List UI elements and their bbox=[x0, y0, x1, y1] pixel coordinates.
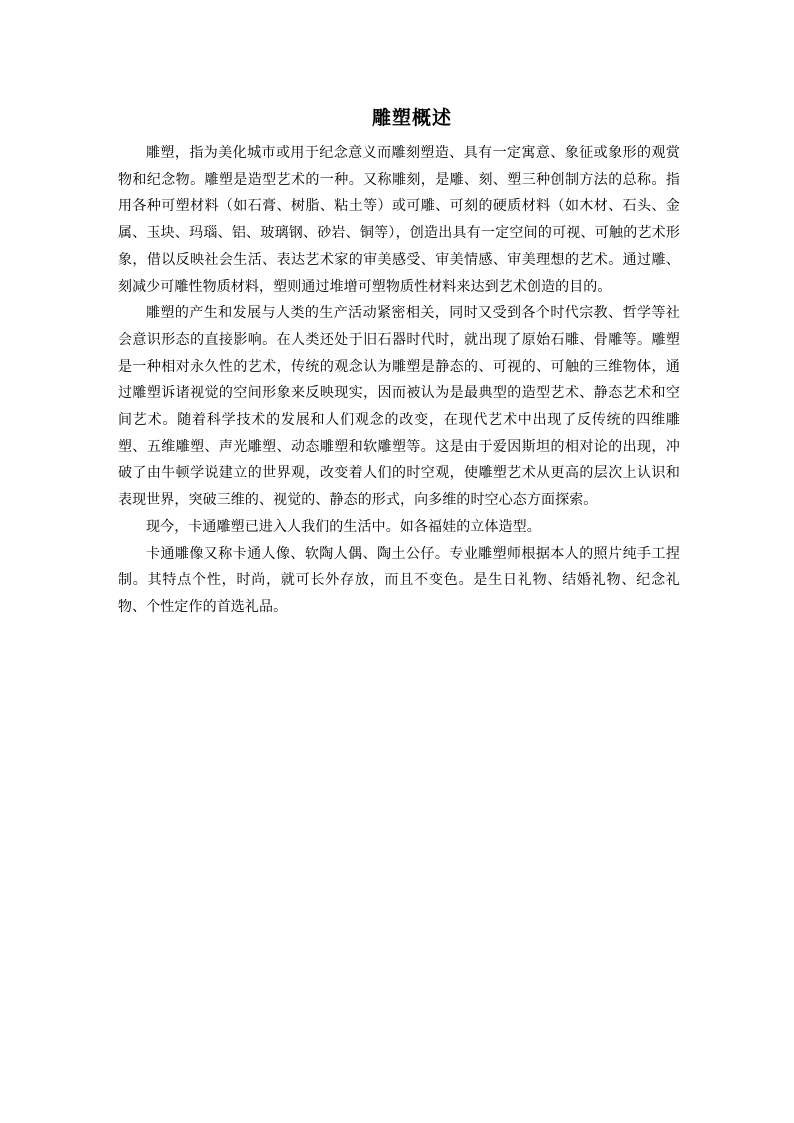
paragraph-definition: 雕塑，指为美化城市或用于纪念意义而雕刻塑造、具有一定寓意、象征或象形的观赏物和纪念物。雕塑是造型艺术的一种。又称雕刻，是雕、刻、塑三种创制方法的总称。指用各种可塑材料（如石膏、树脂、粘土等）或可雕、可刻的硬质材料（如木材、石头、金属、玉块、玛瑙、铝、玻璃钢、砂岩、铜等），创造出具有一定空间的可视、可触的艺术形象，借以反映社会生活、表达艺术家的审美感受、审美情感、审美理想的艺术。通过雕、刻减少可雕性物质材料，塑则通过堆增可塑物质性材料来达到艺术创造的目的。 bbox=[118, 145, 680, 295]
document-body bbox=[118, 140, 680, 621]
paragraph-cartoon-sculpture: 现今，卡通雕塑已进入人我们的生活中。如各福娃的立体造型。 bbox=[146, 518, 541, 535]
page-title: 雕塑概述 bbox=[371, 107, 452, 129]
paragraph-cartoon-figurine: 卡通雕像又称卡通人像、软陶人偶、陶土公仔。专业雕塑师根据本人的照片纯手工捏制。其特点个性，时尚，就可长外存放，而且不变色。是生日礼物、结婚礼物、纪念礼物、个性定作的首选礼品。 bbox=[118, 545, 680, 615]
paragraph-history: 雕塑的产生和发展与人类的生产活动紧密相关，同时又受到各个时代宗教、哲学等社会意识形态的直接影响。在人类还处于旧石器时代时，就出现了原始石雕、骨雕等。雕塑是一种相对永久性的艺术，传统的观念认为雕塑是静态的、可视的、可触的三维物体，通过雕塑诉诸视觉的空间形象来反映现实，因而被认为是最典型的造型艺术、静态艺术和空间艺术。随着科学技术的发展和人们观念的改变，在现代艺术中出现了反传统的四维雕塑、五维雕塑、声光雕塑、动态雕塑和软雕塑等。这是由于爱因斯坦的相对论的出现，冲破了由牛顿学说建立的世界观，改变着人们的时空观，使雕塑艺术从更高的层次上认识和表现世界，突破三维的、视觉的、静态的形式，向多维的时空心态方面探索。 bbox=[118, 305, 680, 509]
